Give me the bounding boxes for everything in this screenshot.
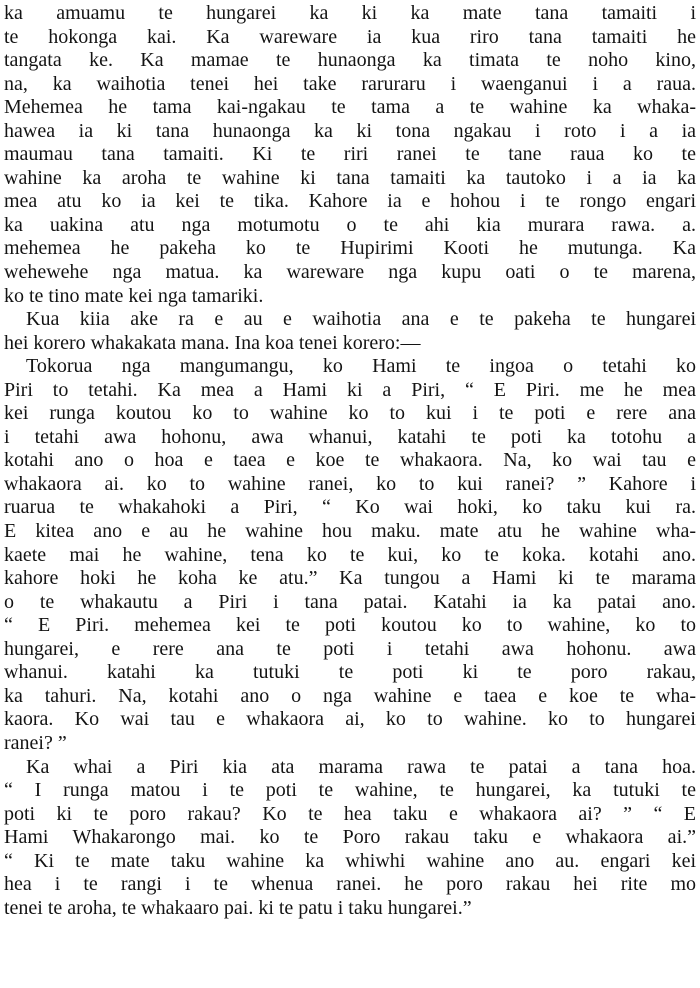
text-line: “ Ki te mate taku wahine ka whiwhi wahine ano au. engari kei [4, 849, 696, 872]
body-text [4, 2, 696, 920]
text-line: te hokonga kai. Ka wareware ia kua riro tana tamaiti he [4, 25, 696, 48]
text-line: whanui. katahi ka tutuki te poti ki te poro rakau, [4, 661, 696, 684]
text-line: “ E Piri. mehemea kei te poti koutou ko to wahine, ko to [4, 614, 696, 637]
text-line: “ I runga matou i te poti te wahine, te hungarei, ka tutuki te [4, 779, 696, 802]
text-line: Ka whai a Piri kia ata marama rawa te patai a tana hoa. [26, 755, 696, 778]
text-line: mea atu ko ia kei te tika. Kahore ia e hohou i te rongo engari [4, 190, 696, 213]
text-line: na, ka waihotia tenei hei take raruraru i waenganui i a raua. [4, 72, 696, 95]
text-line: Tokorua nga mangumangu, ko Hami te ingoa o tetahi ko [26, 355, 696, 378]
text-line: wahine ka aroha te wahine ki tana tamaiti ka tautoko i a ia ka [4, 166, 696, 189]
text-line: E kitea ano e au he wahine hou maku. mate atu he wahine wha- [4, 520, 696, 543]
text-line: ka tahuri. Na, kotahi ano o nga wahine e taea e koe te wha- [4, 684, 696, 707]
text-line: ranei? ” [4, 731, 67, 754]
text-line: o te whakautu a Piri i tana patai. Katahi ia ka patai ano. [4, 590, 696, 613]
text-line: Hami Whakarongo mai. ko te Poro rakau taku e whakaora ai.” [4, 826, 696, 849]
text-line: kaete mai he wahine, tena ko te kui, ko te koka. kotahi ano. [4, 543, 696, 566]
text-line: Mehemea he tama kai-ngakau te tama a te wahine ka whaka- [4, 96, 696, 119]
text-line: ruarua te whakahoki a Piri, “ Ko wai hoki, ko taku kui ra. [4, 496, 696, 519]
text-line: Piri to tetahi. Ka mea a Hami ki a Piri, “ E Piri. me he mea [4, 378, 696, 401]
text-line: tenei te aroha, te whakaaro pai. ki te patu i taku hungarei.” [4, 896, 472, 919]
text-line: hea i te rangi i te whenua ranei. he poro rakau hei rite mo [4, 873, 696, 896]
text-line: wehewehe nga matua. ka wareware nga kupu oati o te marena, [4, 261, 696, 284]
text-line: Kua kiia ake ra e au e waihotia ana e te pakeha te hungarei [26, 308, 696, 331]
text-line: ko te tino mate kei nga tamariki. [4, 284, 264, 307]
text-line: i tetahi awa hohonu, awa whanui, katahi te poti ka totohu a [4, 425, 696, 448]
text-line: whakaora ai. ko to wahine ranei, ko to kui ranei? ” Kahore i [4, 472, 696, 495]
text-line: maumau tana tamaiti. Ki te riri ranei te tane raua ko te [4, 143, 696, 166]
text-line: mehemea he pakeha ko te Hupirimi Kooti he mutunga. Ka [4, 237, 696, 260]
text-line: poti ki te poro rakau? Ko te hea taku e whakaora ai? ” “ E [4, 802, 696, 825]
text-line: tangata ke. Ka mamae te hunaonga ka timata te noho kino, [4, 49, 696, 72]
text-line: kahore hoki he koha ke atu.” Ka tungou a Hami ki te marama [4, 567, 696, 590]
text-line: kotahi ano o hoa e taea e koe te whakaora. Na, ko wai tau e [4, 449, 696, 472]
text-line: ka uakina atu nga motumotu o te ahi kia murara rawa. a. [4, 213, 696, 236]
text-line: kei runga koutou ko to wahine ko to kui i te poti e rere ana [4, 402, 696, 425]
text-line: kaora. Ko wai tau e whakaora ai, ko to wahine. ko to hungarei [4, 708, 696, 731]
text-line: hawea ia ki tana hunaonga ka ki tona ngakau i roto i a ia [4, 119, 696, 142]
text-line: ka amuamu te hungarei ka ki ka mate tana tamaiti i [4, 2, 696, 24]
text-line: hei korero whakakata mana. Ina koa tenei korero:— [4, 331, 421, 354]
text-line: hungarei, e rere ana te poti i tetahi awa hohonu. awa [4, 637, 696, 660]
